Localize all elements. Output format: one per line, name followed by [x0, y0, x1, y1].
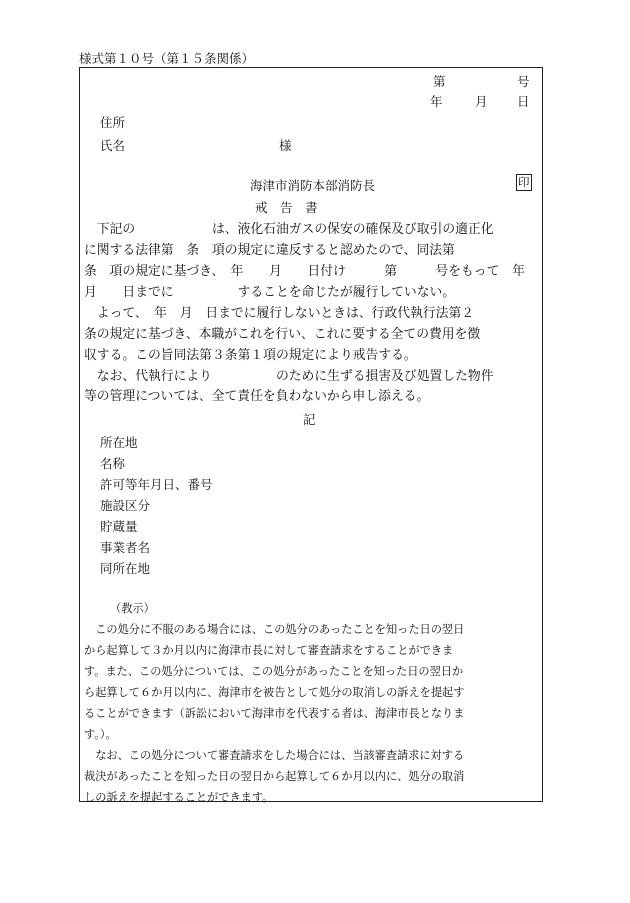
document-frame: [79, 67, 543, 802]
item-name: 名称: [100, 456, 126, 471]
body-line: なお、代執行により のために生ずる損害及び処置した物件: [84, 369, 494, 384]
date-year: 年: [430, 94, 443, 109]
address-label: 住所: [100, 115, 126, 130]
notice-line: 裁決があったことを知った日の翌日から起算して６か月以内に、処分の取消: [84, 770, 465, 783]
notice-heading: （教示）: [110, 602, 155, 615]
form-number-label: 様式第１０号（第１５条関係）: [79, 51, 255, 66]
body-line: 条 項の規定に基づき、 年 月 日付け 第 号をもって 年: [84, 264, 525, 279]
item-business-address: 同所在地: [100, 561, 151, 576]
item-permit-date-number: 許可等年月日、番号: [100, 477, 213, 492]
notice-line: ることができます（訴訟において海津市を代表する者は、海津市長となりま: [84, 707, 465, 720]
number-prefix: 第: [433, 74, 446, 89]
notice-line: この処分に不服のある場合には、この処分のあったことを知った日の翌日: [84, 623, 465, 636]
notice-line: ら起算して６か月以内に、海津市を被告として処分の取消しの訴えを提起す: [84, 686, 465, 699]
item-storage-amount: 貯蔵量: [100, 519, 138, 534]
honorific: 様: [279, 138, 292, 153]
record-heading: 記: [303, 412, 316, 427]
item-location: 所在地: [100, 435, 138, 450]
notice-line: す。また、この処分については、この処分があったことを知った日の翌日か: [84, 665, 464, 678]
body-line: よって、 年 月 日までに履行しないときは、行政代執行法第２: [84, 306, 475, 321]
notice-line: しの訴えを提起することができます。: [84, 791, 274, 804]
body-line: に関する法律第 条 項の規定に違反すると認めたので、同法第: [84, 243, 468, 258]
body-line: 下記の は、液化石油ガスの保安の確保及び取引の適正化: [84, 222, 494, 237]
notice-line: なお、この処分について審査請求をした場合には、当該審査請求に対する: [84, 749, 465, 762]
body-line: 等の管理については、全て責任を負わないから申し添える。: [84, 389, 430, 404]
notice-line: から起算して３か月以内に海津市長に対して審査請求をすることができま: [84, 644, 454, 657]
seal-mark: 印: [518, 175, 530, 189]
date-month: 月: [475, 94, 488, 109]
item-business-name: 事業者名: [100, 540, 151, 555]
document-title: 戒 告 書: [255, 200, 318, 215]
body-line: 収する。この旨同法第３条第１項の規定により戒告する。: [84, 348, 417, 363]
body-line: 条の規定に基づき、本職がこれを行い、これに要する全ての費用を徴: [84, 327, 481, 342]
number-suffix: 号: [517, 74, 530, 89]
body-line: 月 日までに することを命じたが履行していない。: [84, 285, 456, 300]
notice-line: す。）。: [84, 728, 117, 741]
issuer-title: 海津市消防本部消防長: [250, 178, 376, 193]
date-day: 日: [517, 94, 530, 109]
item-facility-category: 施設区分: [100, 498, 151, 513]
name-label: 氏名: [100, 138, 126, 153]
